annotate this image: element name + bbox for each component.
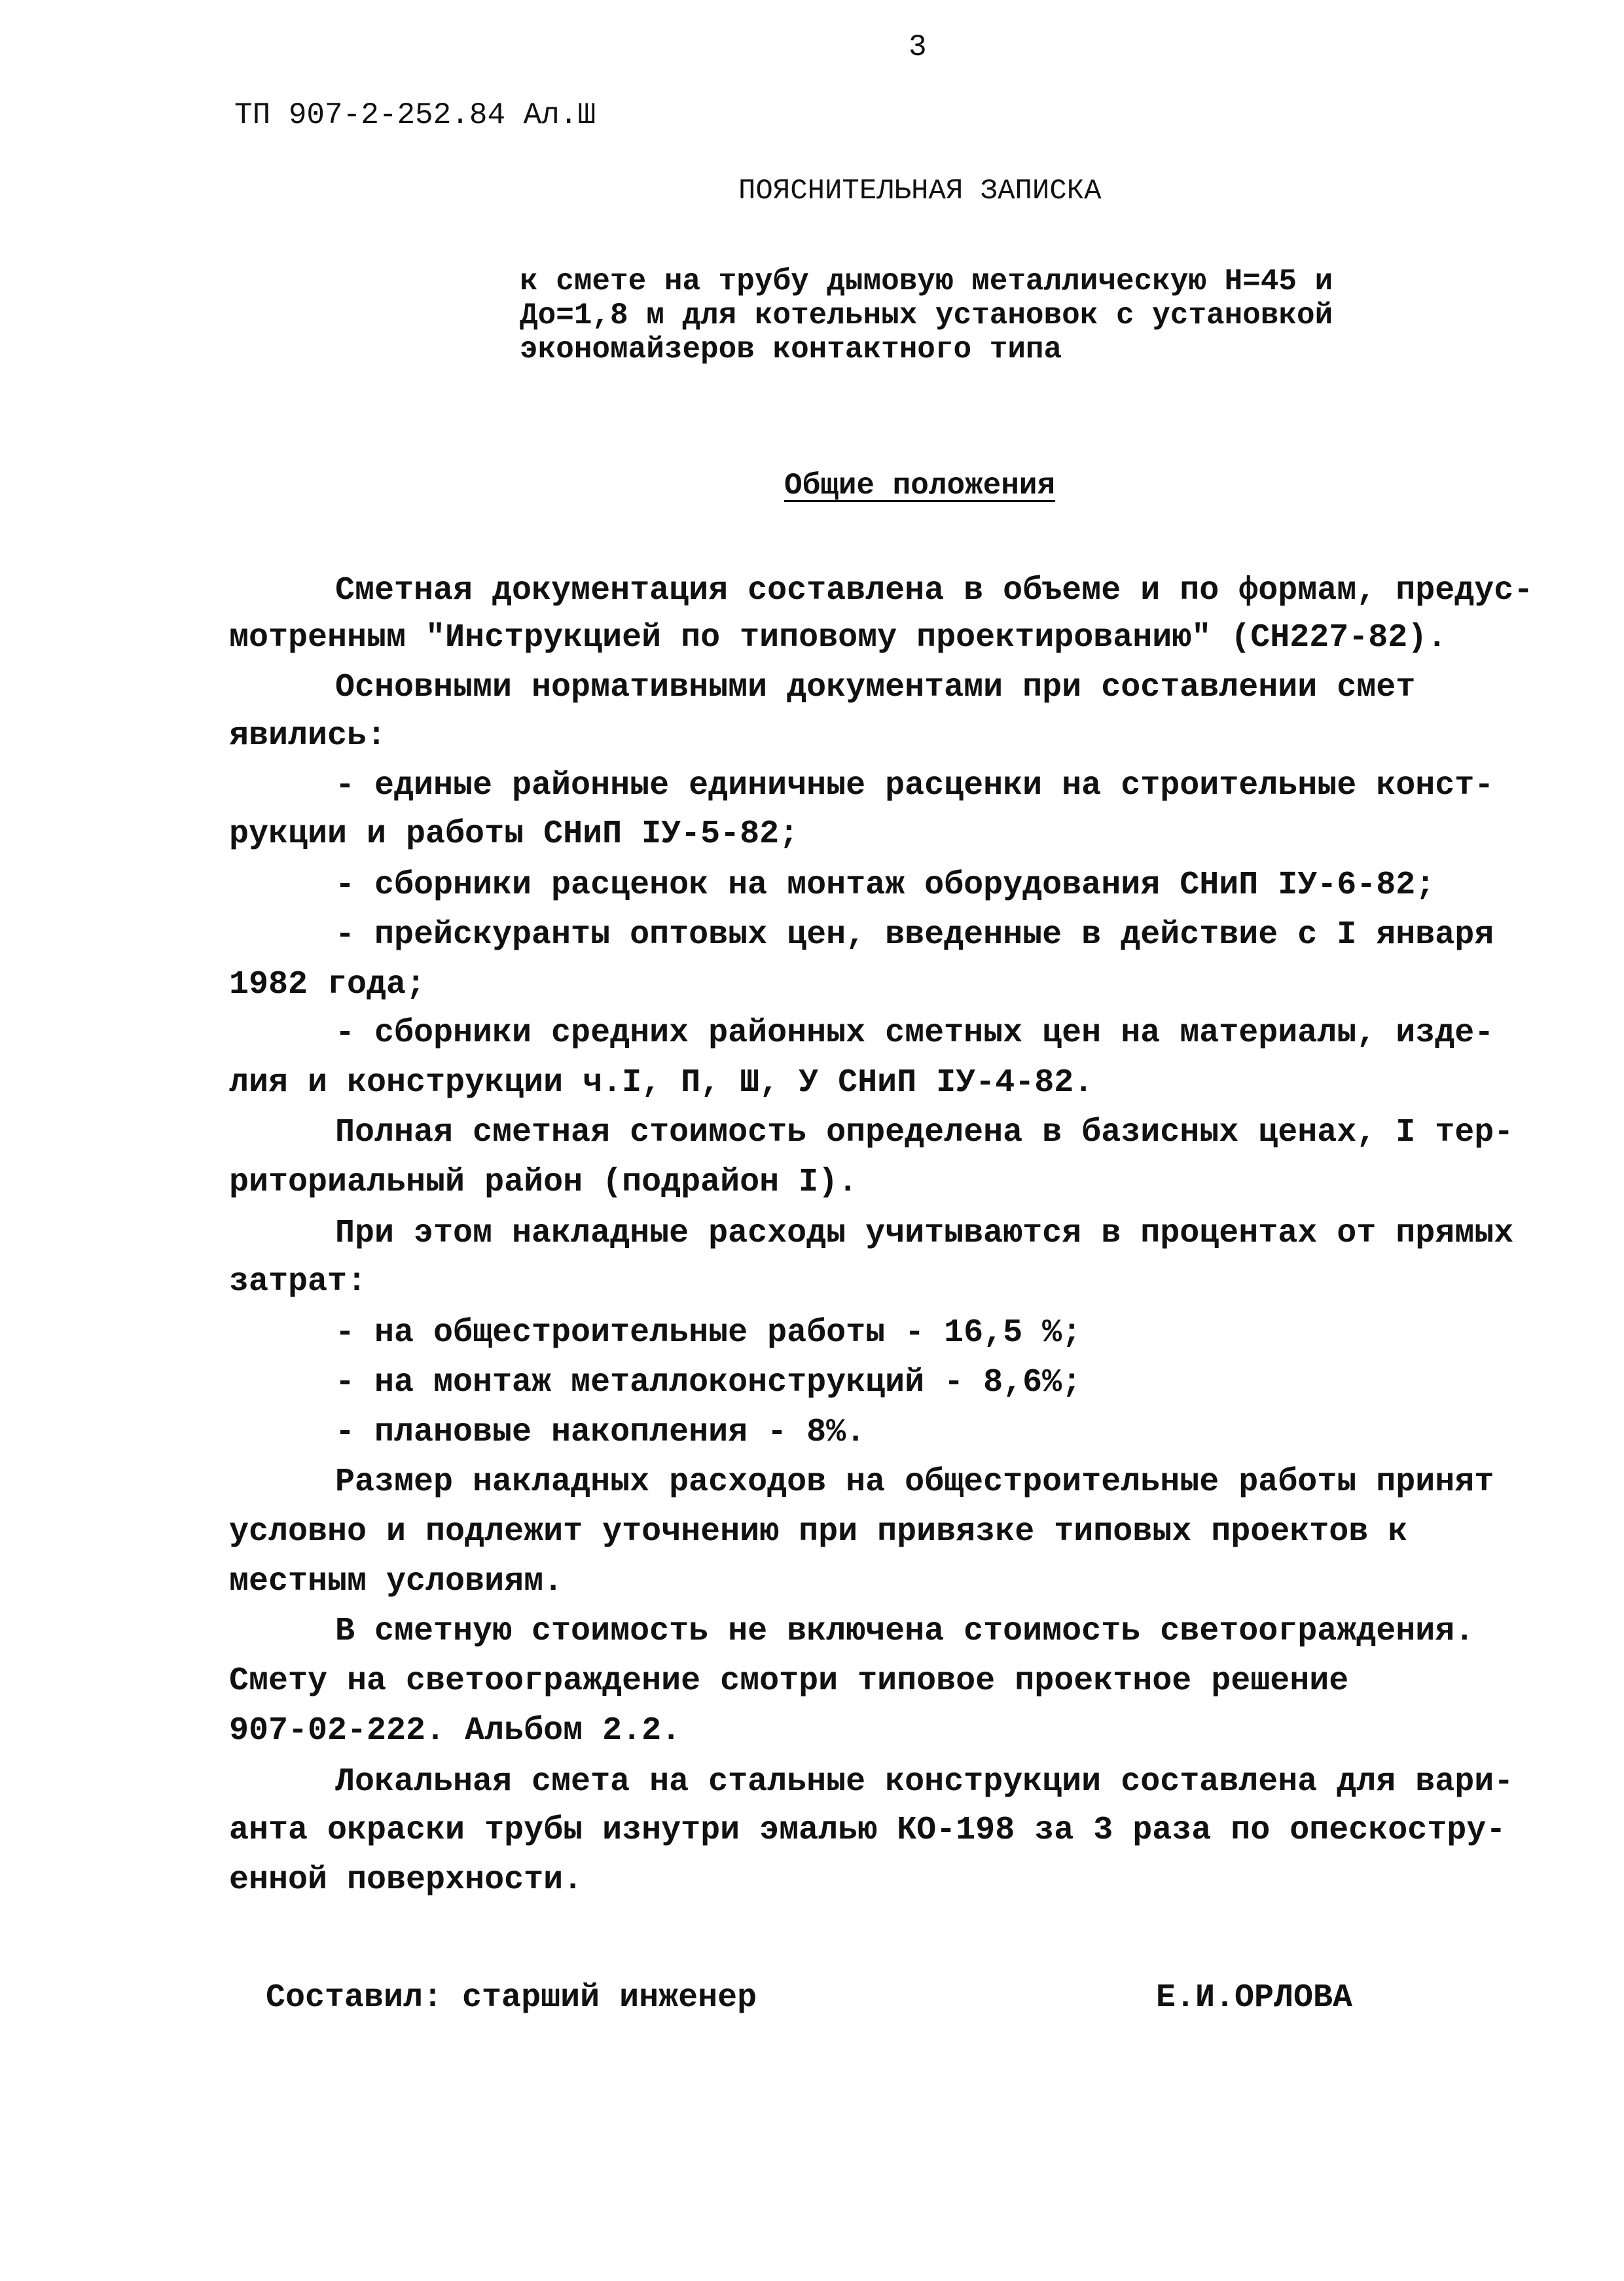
body-line: - на общестроительные работы - 16,5 %;: [335, 1314, 1082, 1352]
body-line: - прейскуранты оптовых цен, введенные в действие с I января: [335, 916, 1494, 954]
body-line: рукции и работы СНиП IУ-5-82;: [229, 816, 799, 853]
body-line: Основными нормативными документами при составлении смет: [335, 669, 1416, 706]
subtitle-line: До=1,8 м для котельных установок с установкой: [520, 298, 1333, 332]
body-line: 1982 года;: [229, 966, 426, 1003]
body-line: - единые районные единичные расценки на строительные конст-: [335, 767, 1494, 804]
section-heading: Общие положения: [784, 469, 1056, 503]
body-line: мотренным "Инструкцией по типовому проектированию" (СН227-82).: [229, 619, 1447, 656]
body-line: Смету на светоограждение смотри типовое проектное решение: [229, 1662, 1349, 1700]
body-line: - сборники расценок на монтаж оборудования СНиП IУ-6-82;: [335, 867, 1435, 904]
body-line: явились:: [229, 717, 387, 755]
document-title: ПОЯСНИТЕЛЬНАЯ ЗАПИСКА: [738, 175, 1102, 207]
body-line: лия и конструкции ч.I, П, Ш, У СНиП IУ-4-82.: [229, 1064, 1094, 1102]
body-line: - на монтаж металлоконструкций - 8,6%;: [335, 1364, 1082, 1401]
body-line: енной поверхности.: [229, 1861, 583, 1899]
body-line: - сборники средних районных сметных цен на материалы, изде-: [335, 1015, 1494, 1052]
body-line: анта окраски трубы изнутри эмалью КО-198 за 3 раза по опескостру-: [229, 1812, 1506, 1849]
signature-label: Составил: старший инженер: [266, 1979, 757, 2017]
body-line: При этом накладные расходы учитываются в процентах от прямых: [335, 1215, 1514, 1252]
body-line: затрат:: [229, 1263, 367, 1301]
body-line: Размер накладных расходов на общестроительные работы принят: [335, 1464, 1494, 1501]
body-line: Локальная смета на стальные конструкции составлена для вари-: [335, 1763, 1514, 1801]
signature-name: Е.И.ОРЛОВА: [1156, 1979, 1353, 2017]
body-line: местным условиям.: [229, 1563, 564, 1600]
body-line: Полная сметная стоимость определена в базисных ценах, I тер-: [335, 1114, 1514, 1151]
subtitle-line: экономайзеров контактного типа: [520, 332, 1062, 367]
document-code: ТП 907-2-252.84 Ал.Ш: [234, 98, 596, 132]
body-line: Сметная документация составлена в объеме и по формам, предус-: [335, 572, 1534, 609]
page-number: 3: [909, 30, 927, 64]
body-line: - плановые накопления - 8%.: [335, 1414, 866, 1451]
body-line: В сметную стоимость не включена стоимость светоограждения.: [335, 1613, 1475, 1650]
body-line: риториальный район (подрайон I).: [229, 1164, 858, 1201]
body-line: условно и подлежит уточнению при привязке типовых проектов к: [229, 1513, 1408, 1551]
subtitle-line: к смете на трубу дымовую металлическую Н=45 и: [520, 264, 1333, 298]
body-line: 907-02-222. Альбом 2.2.: [229, 1712, 681, 1750]
